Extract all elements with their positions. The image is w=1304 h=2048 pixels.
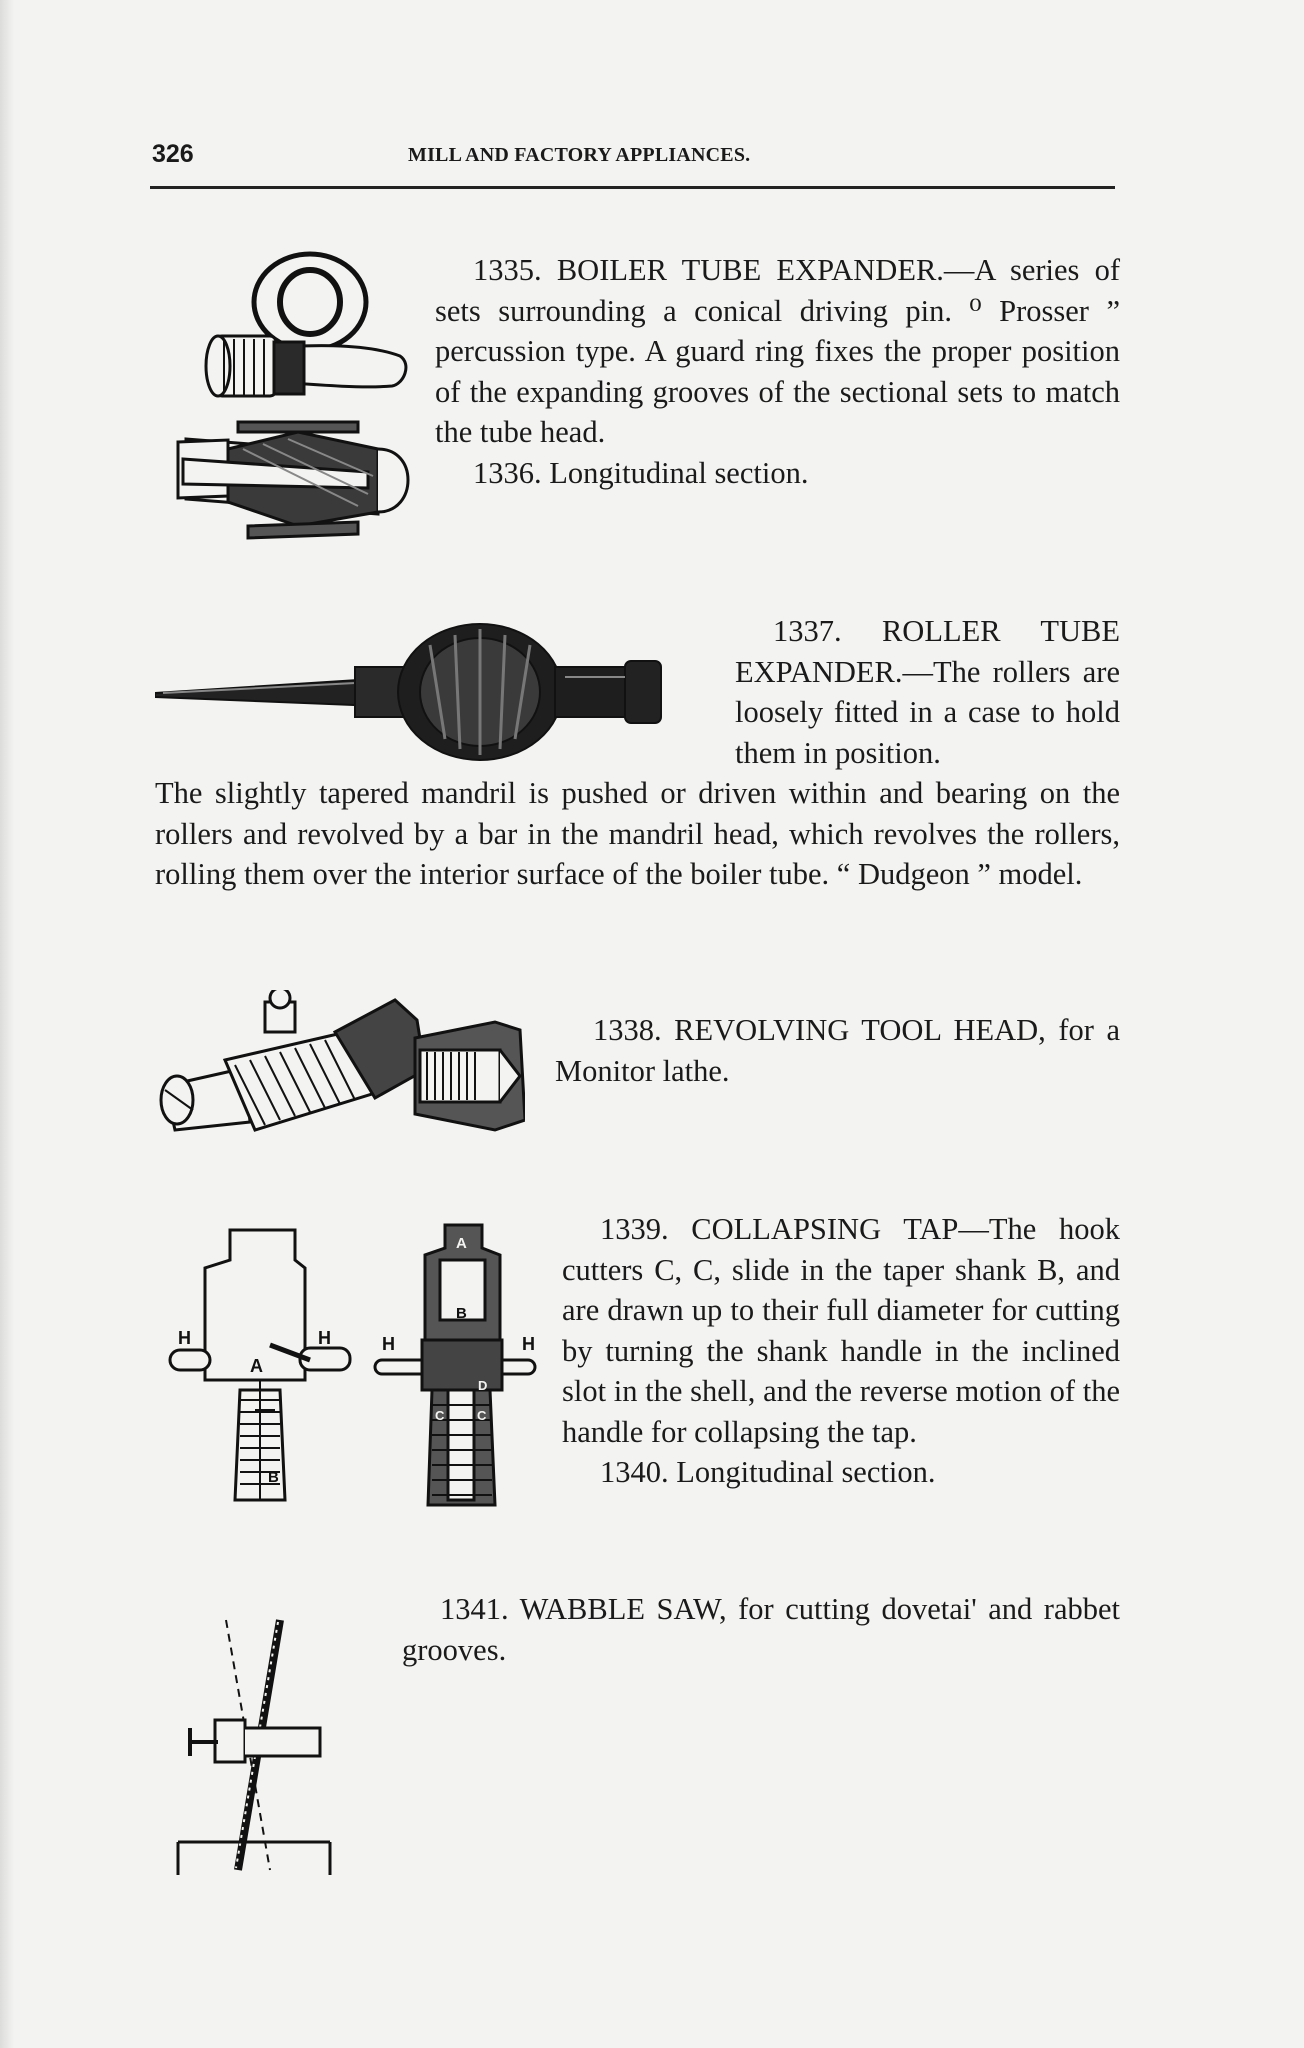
entry-1337-head-text: 1337. ROLLER TUBE EXPANDER.—The rollers are loosely fitted in a case to hold them in position. — [735, 614, 1120, 770]
tap-left-label-b: B — [268, 1469, 279, 1486]
page-edge-shadow — [0, 0, 14, 2048]
figure-1336-caption: 1336. Longitudinal section. — [473, 455, 809, 490]
entry-1337-body — [155, 773, 1120, 895]
figure-boiler-tube-expander — [168, 244, 428, 549]
tap-left-label-h2: H — [318, 1328, 331, 1348]
entry-1339-text — [562, 1209, 1120, 1493]
figure-1340-caption: 1340. Longitudinal section. — [600, 1455, 936, 1489]
tap-left-label-a: A — [250, 1356, 263, 1376]
running-title: MILL AND FACTORY APPLIANCES. — [408, 144, 751, 166]
tap-right-label-c1: C — [435, 1408, 445, 1423]
figure-roller-tube-expander — [155, 615, 715, 765]
tap-right-label-h2: H — [522, 1334, 535, 1354]
entry-1337-head — [735, 611, 1120, 773]
entry-1339-body: 1339. COLLAPSING TAP—The hook cutters C, C, slide in the taper shank B, and are drawn up to their full diameter for cutting by turning the shank handle in the inclined slot in the shell, and the reverse motion of the handle for collapsing the tap. — [562, 1212, 1120, 1449]
header-rule — [150, 186, 1115, 189]
tap-right-label-h1: H — [382, 1334, 395, 1354]
tap-right-label-a: A — [456, 1235, 467, 1252]
page-header — [150, 140, 1118, 180]
entry-1341-text — [402, 1589, 1120, 1670]
entry-1335-text — [435, 250, 1120, 493]
tap-left-label-h1: H — [178, 1328, 191, 1348]
entry-1335-body: 1335. BOILER TUBE EXPANDER.—A series of sets surrounding a conical driving pin. ⁰ Prosser ” percussion type. A guard ring fixes the proper position of the expanding grooves of the sectional sets to match the tube head. — [435, 253, 1120, 449]
tap-right-label-b: B — [456, 1305, 467, 1322]
entry-1341-body: 1341. WABBLE SAW, for cutting dovetai' and rabbet grooves. — [402, 1592, 1120, 1667]
figure-revolving-tool-head — [155, 990, 525, 1150]
tap-right-label-c2: C — [477, 1408, 487, 1423]
entry-1338-body: 1338. REVOLVING TOOL HEAD, for a Monitor lathe. — [555, 1013, 1120, 1088]
tap-right-label-d: D — [478, 1378, 488, 1393]
page-number: 326 — [152, 140, 194, 168]
figure-collapsing-tap — [160, 1220, 560, 1520]
entry-1338-text — [555, 1010, 1120, 1091]
figure-wabble-saw — [170, 1610, 350, 1885]
entry-1337-body-text: The slightly tapered mandril is pushed or driven within and bearing on the rollers and revolved by a bar in the mandril head, which revolves the rollers, rolling them over the interior surface of the boiler tube. “ Dudgeon ” model. — [155, 776, 1120, 891]
